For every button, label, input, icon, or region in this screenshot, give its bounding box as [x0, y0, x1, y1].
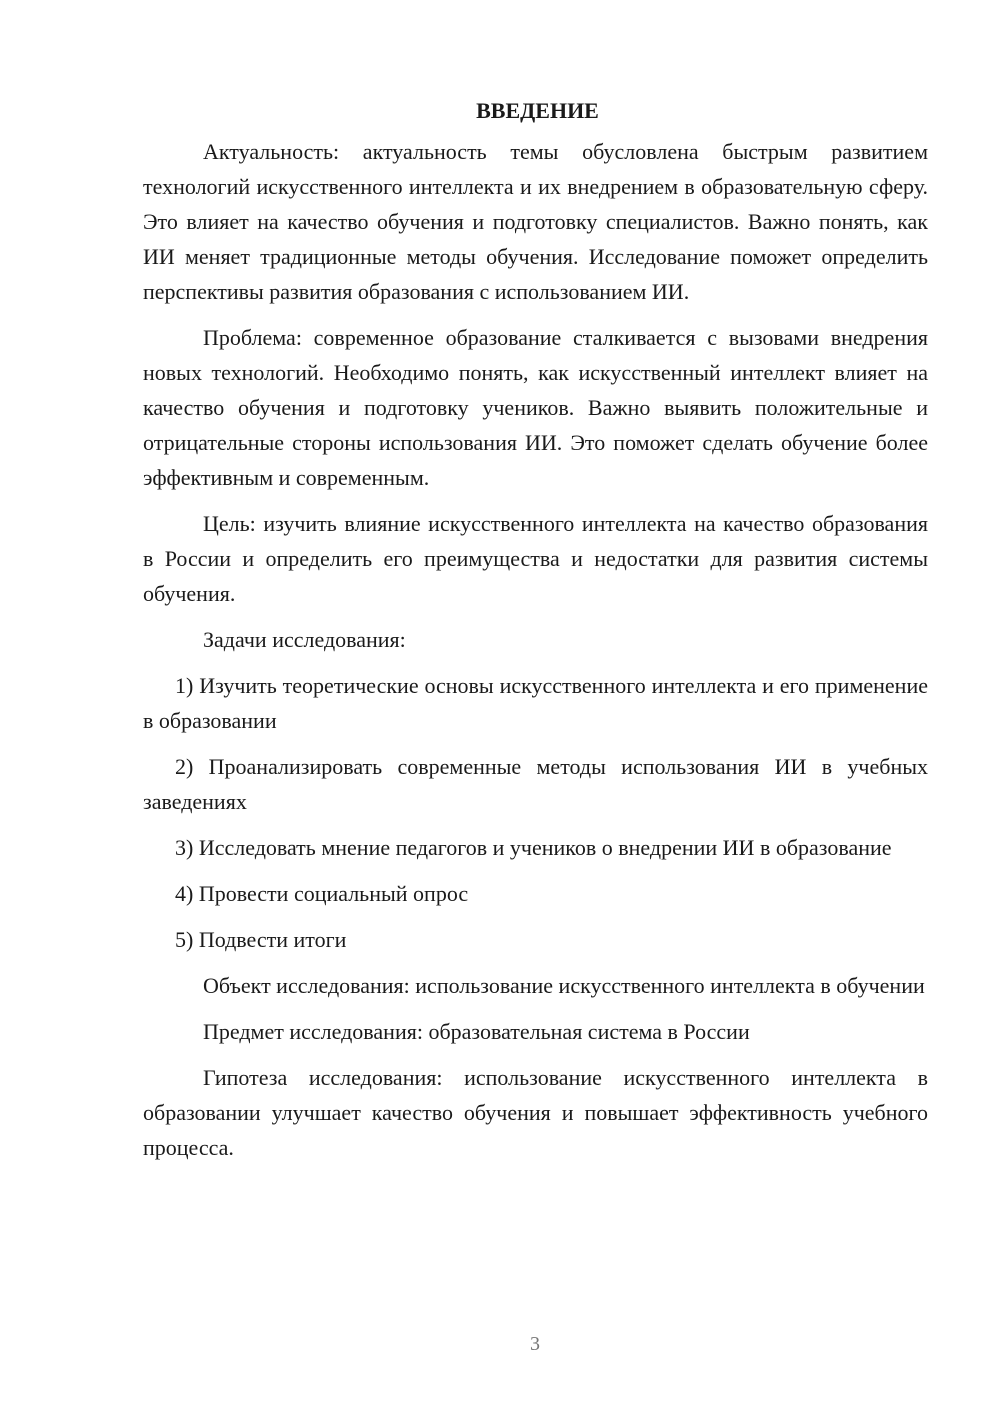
tasks-list	[143, 668, 928, 957]
paragraph-hypothesis: Гипотеза исследования: использование искусственного интеллекта в образовании улучшает качество обучения и повышает эффективность учебного процесса.	[143, 1065, 928, 1160]
list-item: 5) Подвести итоги	[175, 927, 347, 952]
paragraph-object: Объект исследования: использование искусственного интеллекта в обучении	[203, 973, 925, 998]
page-number: 3	[530, 1333, 540, 1355]
paragraph-relevance: Актуальность: актуальность темы обусловлена быстрым развитием технологий искусственного интеллекта и их внедрением в образовательную сферу. Это влияет на качество обучения и подготовку специалистов. Важно понять, как ИИ меняет традиционные методы обучения. Исследование поможет определить перспективы развития образования с использованием ИИ.	[143, 139, 928, 304]
paragraph-problem: Проблема: современное образование сталкивается с вызовами внедрения новых технологий. Необходимо понять, как искусственный интеллект влияет на качество обучения и подготовку учеников. Важно выявить положительные и отрицательные стороны использования ИИ. Это поможет сделать обучение более эффективным и современным.	[143, 325, 928, 490]
section-title: ВВЕДЕНИЕ	[476, 98, 599, 123]
list-item: 4) Провести социальный опрос	[175, 881, 469, 906]
paragraph-subject: Предмет исследования: образовательная система в России	[203, 1019, 750, 1044]
list-item: 1) Изучить теоретические основы искусственного интеллекта и его применение в образовании	[143, 673, 928, 733]
document-page	[143, 96, 928, 1176]
paragraph-goal: Цель: изучить влияние искусственного интеллекта на качество образования в России и определить его преимущества и недостатки для развития системы обучения.	[143, 511, 928, 606]
list-item: 3) Исследовать мнение педагогов и учеников о внедрении ИИ в образование	[175, 835, 892, 860]
list-item: 2) Проанализировать современные методы использования ИИ в учебных заведениях	[143, 754, 928, 814]
tasks-heading: Задачи исследования:	[203, 627, 406, 652]
